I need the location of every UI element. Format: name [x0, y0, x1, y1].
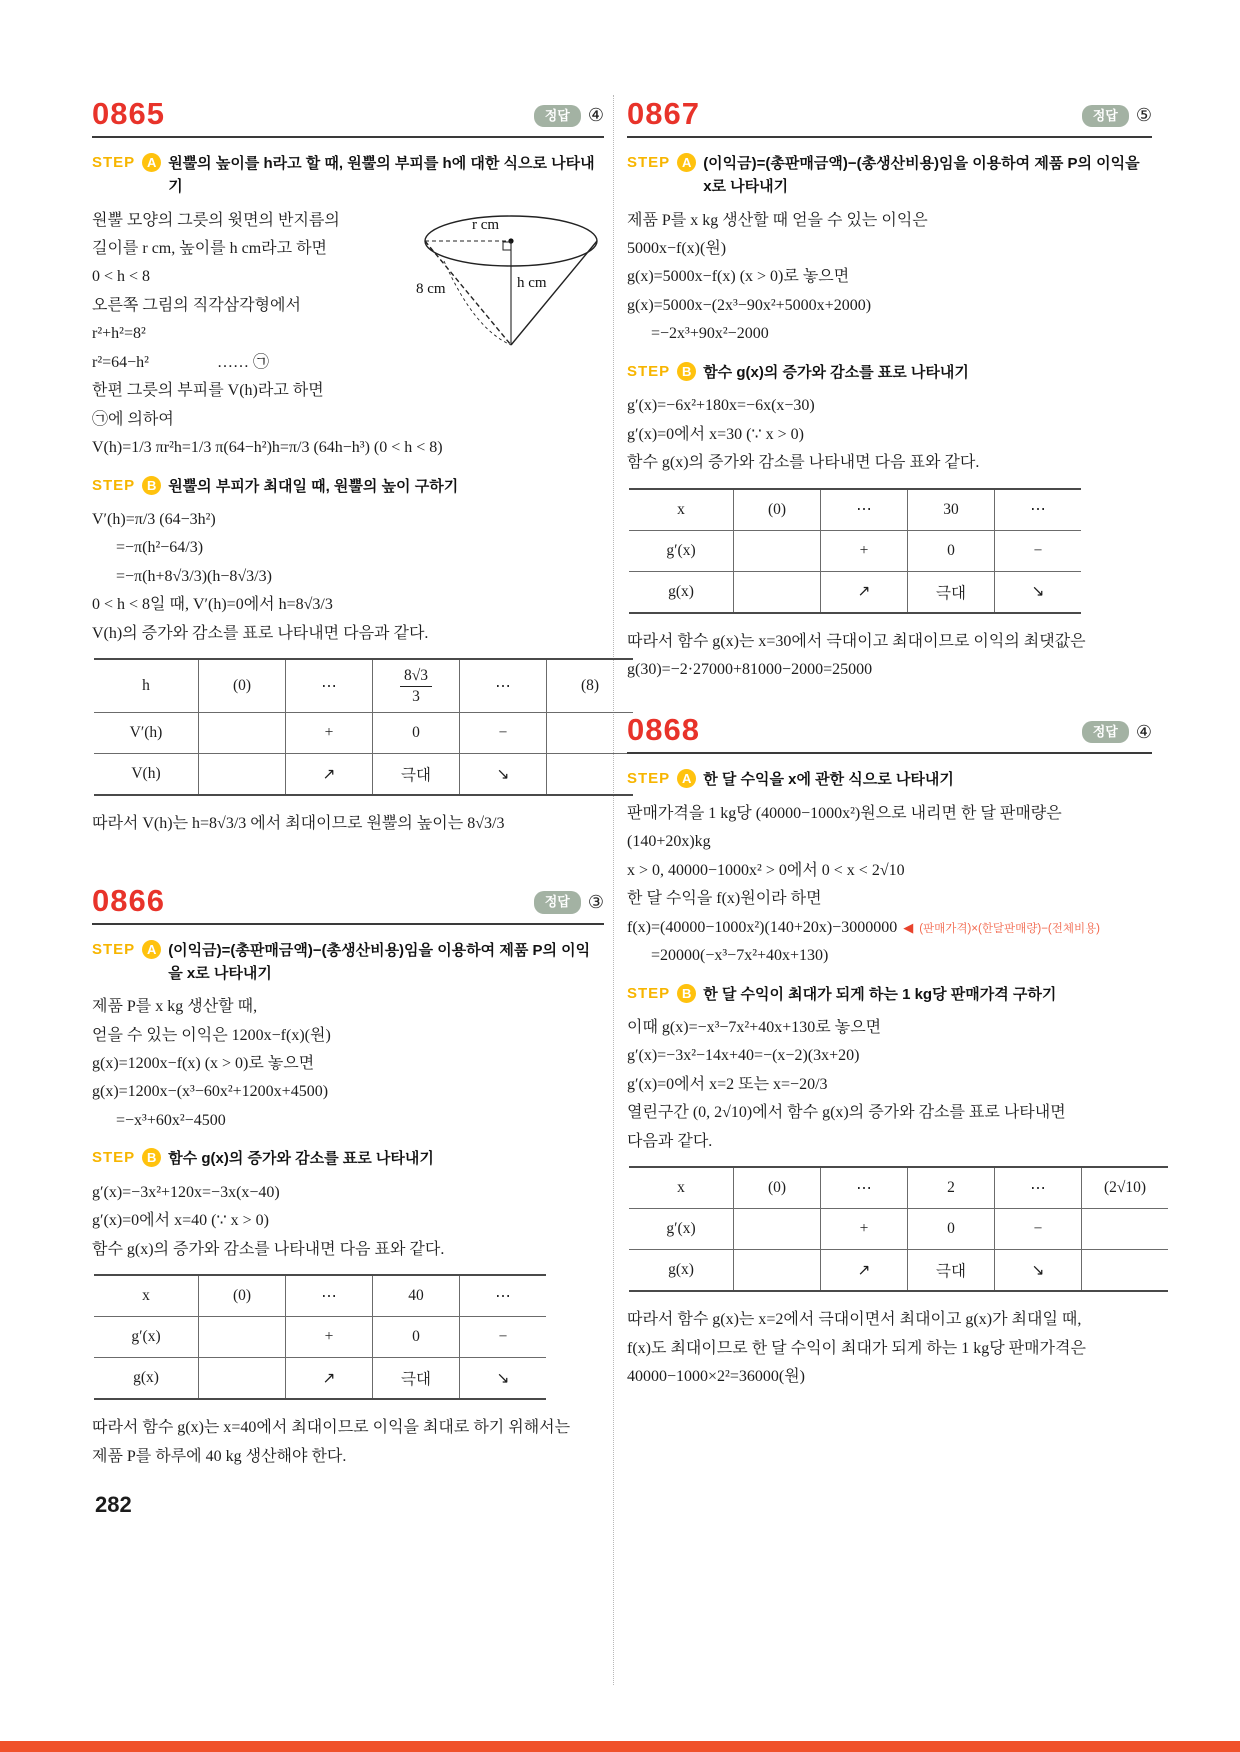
increase-decrease-table [94, 1274, 546, 1400]
fraction: $\frac{8√3}{3}$ [400, 666, 432, 706]
table-cell [199, 713, 286, 754]
table-cell: + [286, 1317, 373, 1358]
table-row [94, 754, 633, 796]
table-cell: V(h) [94, 754, 199, 796]
solution-line: 길이를 r cm, 높이를 h cm라고 하면 [92, 239, 327, 257]
table-row [629, 1209, 1168, 1250]
problem-0868 [627, 714, 1152, 1391]
left-column [92, 98, 604, 1471]
step-b-heading [92, 475, 604, 498]
conclusion-line: 따라서 함수 g(x)는 x=40에서 최대이므로 이익을 최대로 하기 위해서는 [92, 1419, 571, 1437]
step-b-heading [627, 983, 1152, 1006]
table-cell: 극대 [908, 571, 995, 613]
solution-lines [627, 800, 1152, 914]
step-a-body [92, 207, 604, 463]
step-label: STEP [627, 362, 671, 380]
conclusion-line: 따라서 함수 g(x)는 x=2에서 극대이면서 최대이고 g(x)가 최대일 때, [627, 1311, 1082, 1329]
table-cell: g(x) [629, 571, 734, 613]
problem-number: 0867 [627, 96, 700, 131]
solution-lines [92, 506, 604, 648]
step-label: STEP [92, 476, 136, 494]
step-label: STEP [92, 154, 136, 171]
table-cell: − [995, 1209, 1082, 1250]
answer-choice: ③ [587, 891, 604, 912]
problem-number: 0866 [92, 882, 165, 918]
step-label: STEP [627, 984, 671, 1002]
answer-badge [534, 105, 604, 129]
table-cell: 40 [373, 1275, 460, 1317]
solution-line: r²+h²=8² [92, 325, 146, 343]
table-cell [199, 1317, 286, 1358]
table-cell: 0 [373, 1317, 460, 1358]
solution-line: r²=64−h² …… ㉠ [92, 353, 269, 371]
step-label: STEP [92, 940, 136, 958]
step-b-heading [92, 1147, 604, 1170]
table-cell: ↗ [821, 571, 908, 613]
table-cell: 극대 [908, 1250, 995, 1292]
solution-line: 오른쪽 그림의 직각삼각형에서 [92, 296, 301, 314]
answer-label: 정답 [534, 891, 581, 913]
answer-choice: ④ [1135, 721, 1152, 742]
step-a-heading [627, 768, 1152, 791]
solution-line: 다음과 같다. [627, 1132, 713, 1150]
table-cell: ↗ [286, 1358, 373, 1400]
figure-slant-label: 8 cm [416, 280, 446, 297]
table-cell: ⋯ [995, 489, 1082, 531]
step-letter-icon: A [677, 153, 696, 172]
increase-decrease-table [94, 658, 633, 796]
step-title: (이익금)=(총판매금액)−(총생산비용)임을 이용하여 제품 P의 이익을 x로 나타내기 [703, 155, 1140, 196]
solution-line: g′(x)=−3x²+120x=−3x(x−40) [92, 1183, 280, 1201]
table-cell: x [677, 1179, 685, 1197]
solution-line: V(h)=1/3 πr²h=1/3 π(64−h²)h=π/3 (64h−h³) (0 < h < 8) [92, 439, 443, 457]
solution-line: 0 < h < 8 [92, 268, 151, 286]
table-cell: g′(x) [94, 1317, 199, 1358]
step-b-heading [627, 361, 1152, 384]
solution-line: 제품 P를 x kg 생산할 때 얻을 수 있는 이익은 [627, 211, 928, 229]
table-cell: x [677, 500, 685, 518]
table-cell: (8) [547, 659, 634, 712]
table-cell: (0) [734, 489, 821, 531]
table-row [629, 571, 1081, 613]
increase-decrease-table [629, 488, 1081, 614]
table-row [629, 489, 1081, 531]
table-cell: ↘ [460, 1358, 547, 1400]
table-row [629, 1250, 1168, 1292]
solution-lines [627, 392, 1152, 477]
step-letter-icon: B [677, 362, 696, 381]
step-letter-icon: B [142, 476, 161, 495]
table-cell: g(x) [94, 1358, 199, 1400]
table-cell: h [142, 677, 150, 695]
solution-line: 한 달 수익을 f(x)원이라 하면 [627, 890, 822, 908]
solution-line: 원뿔 모양의 그릇의 윗면의 반지름의 [92, 211, 340, 229]
table-row [94, 713, 633, 754]
table-cell: ⋯ [821, 489, 908, 531]
table-cell: + [821, 530, 908, 571]
step-title: 한 달 수익이 최대가 되게 하는 1 kg당 판매가격 구하기 [703, 985, 1057, 1003]
step-a-heading [92, 152, 604, 199]
table-cell: ⋯ [460, 1275, 547, 1317]
table-cell: − [460, 713, 547, 754]
table-cell: (0) [199, 659, 286, 712]
solution-line: ㉠에 의하여 [92, 410, 174, 428]
solution-line: g(x)=5000x−(2x³−90x²+5000x+2000) [627, 296, 872, 314]
section-spacer [627, 684, 1152, 714]
table-cell: − [460, 1317, 547, 1358]
table-row [94, 659, 633, 712]
table-cell: ↘ [460, 754, 547, 796]
table-cell: + [821, 1209, 908, 1250]
solution-line: =20000(−x³−7x²+40x+130) [627, 947, 829, 965]
solution-line: g(x)=1200x−f(x) (x > 0)로 놓으면 [92, 1054, 315, 1072]
solution-line: V(h)의 증가와 감소를 표로 나타내면 다음과 같다. [92, 624, 429, 642]
solution-line: g′(x)=−6x²+180x=−6x(x−30) [627, 397, 815, 415]
solution-line: g′(x)=0에서 x=40 (∵ x > 0) [92, 1212, 269, 1230]
table-row [94, 1358, 546, 1400]
answer-label: 정답 [1082, 721, 1129, 743]
table-cell: ⋯ [286, 1275, 373, 1317]
solution-line: g′(x)=−3x²−14x+40=−(x−2)(3x+20) [627, 1047, 860, 1065]
table-row [629, 530, 1081, 571]
table-cell [199, 1358, 286, 1400]
step-title: 원뿔의 부피가 최대일 때, 원뿔의 높이 구하기 [168, 477, 459, 495]
conclusion-line: g(30)=−2·27000+81000−2000=25000 [627, 660, 873, 678]
problem-number: 0868 [627, 712, 700, 748]
table-cell: 0 [908, 1209, 995, 1250]
answer-choice: ⑤ [1135, 105, 1152, 126]
bottom-accent-bar [0, 1741, 1240, 1752]
solution-line: 0 < h < 8일 때, V′(h)=0에서 h=8√3/3 [92, 596, 333, 614]
table-cell: 극대 [373, 1358, 460, 1400]
table-cell: (0) [734, 1167, 821, 1209]
conclusion-lines [627, 1306, 1152, 1391]
formula: f(x)=(40000−1000x²)(140+20x)−3000000 [627, 918, 898, 936]
conclusion-line: f(x)도 최대이므로 한 달 수익이 최대가 되게 하는 1 kg당 판매가격은 [627, 1339, 1086, 1357]
step-label: STEP [92, 1149, 136, 1167]
solution-line: =−π(h²−64/3) [92, 539, 204, 557]
answer-badge [534, 891, 604, 915]
annotated-formula-line [627, 914, 1152, 942]
conclusion-line: 40000−1000×2²=36000(원) [627, 1368, 805, 1386]
conclusion-line: 따라서 V(h)는 h=8√3/3 에서 최대이므로 원뿔의 높이는 8√3/3 [92, 815, 505, 833]
step-letter-icon: B [677, 984, 696, 1003]
table-cell [547, 713, 634, 754]
conclusion-lines [92, 810, 604, 838]
section-spacer [92, 839, 604, 885]
solution-line: 5000x−f(x)(원) [627, 239, 727, 257]
conclusion-lines [92, 1414, 604, 1471]
step-letter-icon: A [142, 153, 161, 172]
solution-lines [627, 942, 1152, 970]
table-row [94, 1317, 546, 1358]
solution-line: =−x³+60x²−4500 [92, 1111, 226, 1129]
table-cell: 극대 [373, 754, 460, 796]
answer-choice: ④ [587, 105, 604, 126]
table-cell: ⋯ [286, 659, 373, 712]
problem-number: 0865 [92, 96, 165, 131]
step-a-heading [92, 939, 604, 986]
increase-decrease-table [629, 1166, 1168, 1292]
solution-line: g′(x)=0에서 x=2 또는 x=−20/3 [627, 1075, 828, 1093]
table-cell: ↗ [821, 1250, 908, 1292]
problem-0865 [92, 98, 604, 839]
left-arrow-icon: ◀ [903, 919, 914, 935]
conclusion-lines [627, 628, 1152, 685]
table-cell: ↘ [995, 1250, 1082, 1292]
step-letter-icon: A [677, 769, 696, 788]
cone-drawing [414, 209, 604, 351]
table-cell: (2√10) [1082, 1167, 1169, 1209]
solution-line: g(x)=1200x−(x³−60x²+1200x+4500) [92, 1083, 329, 1101]
table-cell: g′(x) [629, 530, 734, 571]
figure-height-label: h cm [517, 274, 547, 291]
right-column [627, 98, 1152, 1392]
table-cell: ↗ [286, 754, 373, 796]
answer-badge [1082, 721, 1152, 745]
margin-note: (판매가격)×(한달판매량)−(전체비용) [919, 922, 1101, 935]
table-cell: x [142, 1287, 150, 1305]
solution-line: 열린구간 (0, 2√10)에서 함수 g(x)의 증가와 감소를 표로 나타내면 [627, 1104, 1066, 1122]
answer-label: 정답 [1082, 105, 1129, 127]
conclusion-line: 따라서 함수 g(x)는 x=30에서 극대이고 최대이므로 이익의 최댓값은 [627, 632, 1086, 650]
table-cell: − [995, 530, 1082, 571]
solution-line: x > 0, 40000−1000x² > 0에서 0 < x < 2√10 [627, 861, 905, 879]
table-cell: 0 [908, 530, 995, 571]
answer-badge [1082, 105, 1152, 129]
answer-label: 정답 [534, 105, 581, 127]
solution-line: 함수 g(x)의 증가와 감소를 나타내면 다음 표와 같다. [92, 1240, 445, 1258]
solution-lines [627, 207, 1152, 349]
table-cell [1082, 1209, 1169, 1250]
table-cell [734, 530, 821, 571]
table-row [94, 1275, 546, 1317]
table-cell: V′(h) [94, 713, 199, 754]
cone-figure [414, 209, 604, 351]
table-cell: ⋯ [460, 659, 547, 712]
table-row [629, 1167, 1168, 1209]
conclusion-line: 제품 P를 하루에 40 kg 생산해야 한다. [92, 1447, 347, 1465]
step-label: STEP [627, 770, 671, 788]
problem-0867 [627, 98, 1152, 684]
solution-line: 얻을 수 있는 이익은 1200x−f(x)(원) [92, 1026, 331, 1044]
solution-lines [92, 993, 604, 1135]
table-cell [734, 1209, 821, 1250]
solution-line: =−π(h+8√3/3)(h−8√3/3) [92, 567, 272, 585]
solution-line: 제품 P를 x kg 생산할 때, [92, 998, 258, 1016]
table-cell: g(x) [629, 1250, 734, 1292]
table-cell [199, 754, 286, 796]
page-number: 282 [95, 1492, 132, 1517]
solution-line: 한편 그릇의 부피를 V(h)라고 하면 [92, 382, 324, 400]
problem-0866 [92, 882, 604, 1471]
step-letter-icon: B [142, 1148, 161, 1167]
table-cell: ⋯ [995, 1167, 1082, 1209]
problem-header [627, 98, 1152, 138]
table-cell: 0 [373, 713, 460, 754]
solution-line: =−2x³+90x²−2000 [627, 325, 769, 343]
table-cell: ↘ [995, 571, 1082, 613]
step-title: 함수 g(x)의 증가와 감소를 표로 나타내기 [168, 1150, 434, 1168]
table-cell: (0) [199, 1275, 286, 1317]
table-cell [373, 659, 460, 712]
table-cell [1082, 1250, 1169, 1292]
solution-lines [627, 1014, 1152, 1156]
problem-header [92, 882, 604, 925]
problem-header [92, 98, 604, 138]
table-cell: g′(x) [629, 1209, 734, 1250]
column-divider [613, 95, 614, 1685]
step-title: 함수 g(x)의 증가와 감소를 표로 나타내기 [703, 363, 969, 381]
solution-line: 판매가격을 1 kg당 (40000−1000x²)원으로 내리면 한 달 판매량은 [627, 804, 1062, 822]
solution-line: g(x)=5000x−f(x) (x > 0)로 놓으면 [627, 268, 850, 286]
table-cell: 30 [908, 489, 995, 531]
problem-header [627, 714, 1152, 754]
solution-line: V′(h)=π/3 (64−3h²) [92, 510, 216, 528]
solution-line: 이때 g(x)=−x³−7x²+40x+130로 놓으면 [627, 1018, 882, 1036]
step-label: STEP [627, 154, 671, 171]
table-cell: ⋯ [821, 1167, 908, 1209]
table-cell: + [286, 713, 373, 754]
step-title: 한 달 수익을 x에 관한 식으로 나타내기 [703, 771, 954, 789]
step-title: 원뿔의 높이를 h라고 할 때, 원뿔의 부피를 h에 대한 식으로 나타내기 [168, 155, 595, 196]
step-title: (이익금)=(총판매금액)−(총생산비용)임을 이용하여 제품 P의 이익을 x로 나타내기 [168, 941, 591, 982]
solution-lines [92, 1179, 604, 1264]
table-cell [734, 571, 821, 613]
table-cell [734, 1250, 821, 1292]
solution-line: g′(x)=0에서 x=30 (∵ x > 0) [627, 425, 804, 443]
step-letter-icon: A [142, 940, 161, 959]
solution-line: (140+20x)kg [627, 833, 711, 851]
table-cell: 2 [908, 1167, 995, 1209]
step-a-heading [627, 152, 1152, 199]
figure-radius-label: r cm [472, 216, 500, 233]
table-cell [547, 754, 634, 796]
solution-line: 함수 g(x)의 증가와 감소를 나타내면 다음 표와 같다. [627, 454, 980, 472]
